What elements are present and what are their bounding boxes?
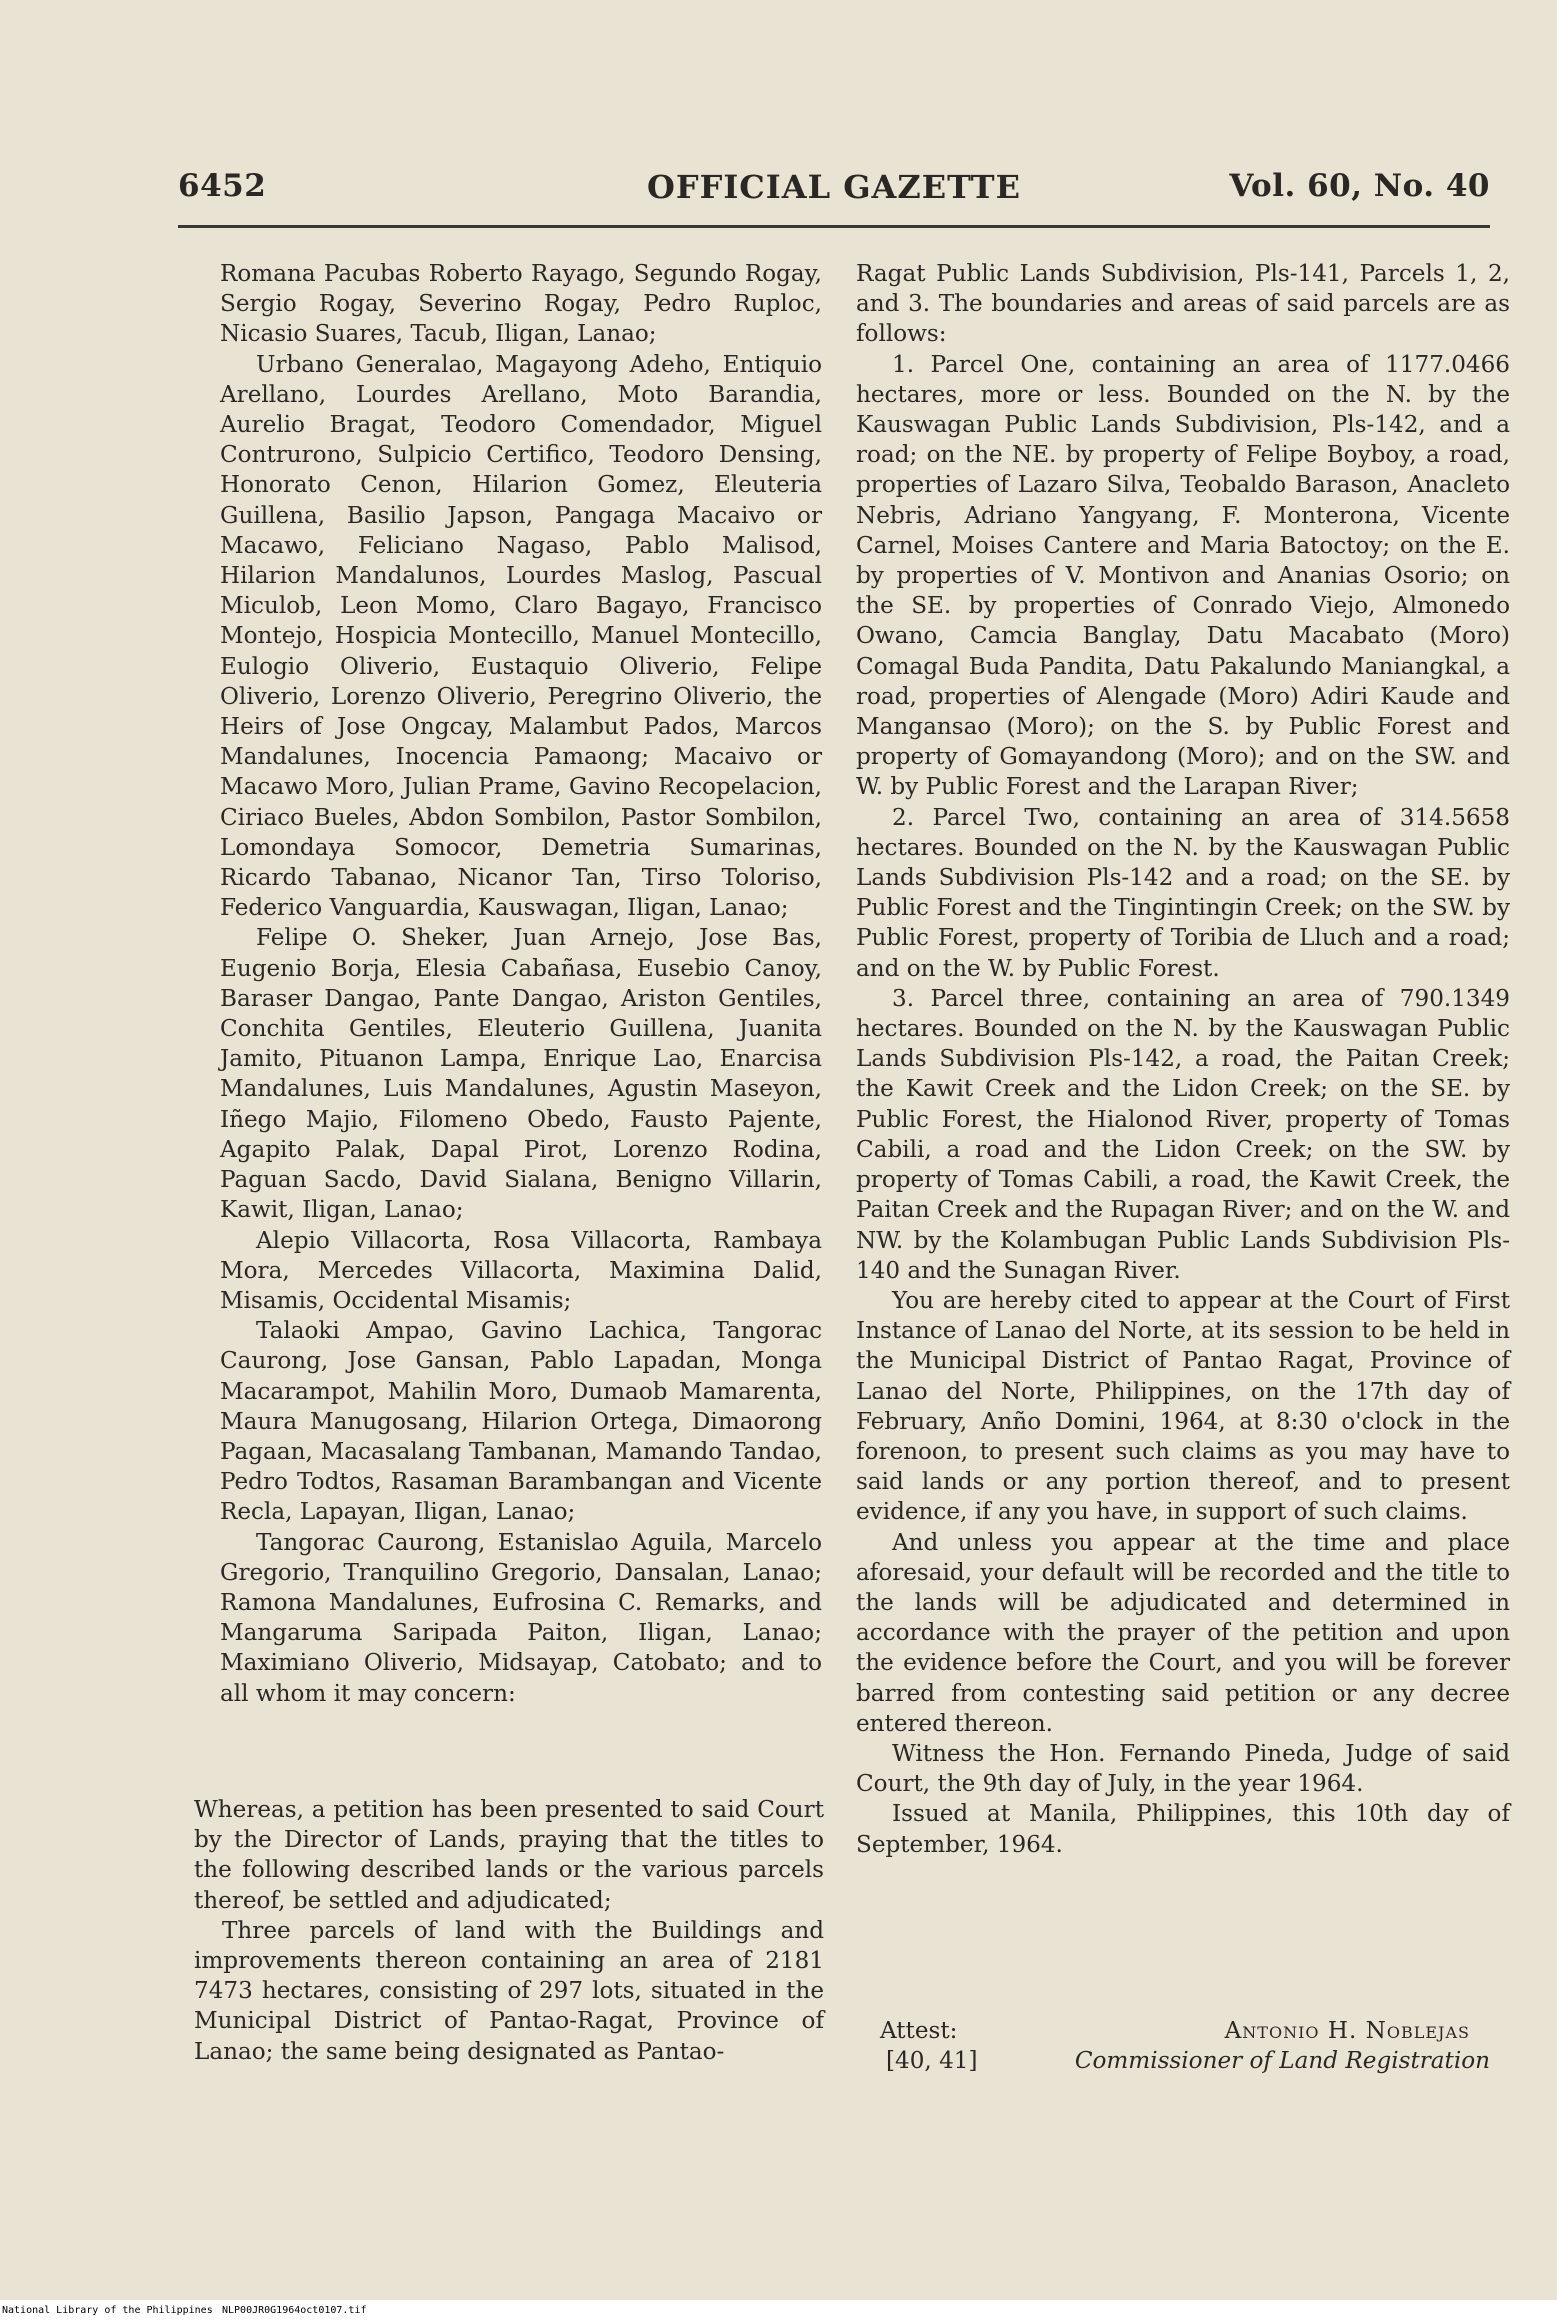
names-paragraph: Urbano Generalao, Magayong Adeho, Entiquio Arellano, Lourdes Arellano, Moto Barandia, Aurelio Bragat, Teodoro Comendador, Miguel Contrurono, Sulpicio Certifico, Teodoro Densing, Honorato Cenon, Hilarion Gomez, Eleuteria Guillena, Basilio Japson, Pangaga Macaivo or Macawo, Feliciano Nagaso, Pablo Malisod, Hilarion Mandalunos, Lourdes Maslog, Pascual Miculob, Leon Momo, Claro Bagayo, Francisco Montejo, Hospicia Montecillo, Manuel Montecillo, Eulogio Oliverio, Eustaquio Oliverio, Felipe Oliverio, Lorenzo Oliverio, Peregrino Oliverio, the Heirs of Jose Ongcay, Malambut Pados, Marcos Mandalunes, Inocencia Pamaong; Macaivo or Macawo Moro, Julian Prame, Gavino Recopelacion, Ciriaco Bueles, Abdon Sombilon, Pastor Sombilon, Lomondaya Somocor, Demetria Sumarinas, Ricardo Tabanao, Nicanor Tan, Tirso Toloriso, Federico Vanguardia, Kauswagan, Iligan, Lanao;: [220, 351, 822, 922]
scan-footer: [0, 2300, 1557, 2321]
names-paragraph: Romana Pacubas Roberto Rayago, Segundo Rogay, Sergio Rogay, Severino Rogay, Pedro Ruploc, Nicasio Suares, Tacub, Iligan, Lanao;: [220, 261, 822, 348]
parcel-one: 1. Parcel One, containing an area of 1177.0466 hectares, more or less. Bounded on the N. by the Kauswagan Public Lands Subdivision, Pls-142, and a road; on the NE. by property of Felipe Boyboy, a road, properties of Lazaro Silva, Teobaldo Barason, Anacleto Nebris, Adriano Yangyang, F. Monterona, Vicente Carnel, Moises Cantere and Maria Batoctoy; on the E. by properties of V. Montivon and Ananias Osorio; on the SE. by properties of Conrado Viejo, Almonedo Owano, Camcia Banglay, Datu Macabato (Moro) Comagal Buda Pandita, Datu Pakalundo Maniangkal, a road, properties of Alengade (Moro) Adiri Kaude and Mangansao (Moro); on the S. by Public Forest and property of Gomayandong (Moro); and on the SW. and W. by Public Forest and the Larapan River;: [856, 351, 1510, 801]
left-column-body: [194, 1795, 824, 2067]
default-paragraph: And unless you appear at the time and place aforesaid, your default will be recorded and the title to the lands will be adjudicated and determined in accordance with the prayer of the petition and upon the evidence before the Court, and you will be forever barred from contesting said petition or any decree entered thereon.: [856, 1529, 1510, 1737]
names-paragraph: Alepio Villacorta, Rosa Villacorta, Rambaya Mora, Mercedes Villacorta, Maximina Dalid, Misamis, Occidental Misamis;: [220, 1227, 822, 1314]
library-credit: National Library of the Philippines: [2, 2305, 213, 2316]
right-column: [856, 259, 1510, 1860]
signature-block: [880, 2016, 1490, 2076]
names-paragraph: Tangorac Caurong, Estanislao Aguila, Marcelo Gregorio, Tranquilino Gregorio, Dansalan, Lanao; Ramona Mandalunes, Eufrosina C. Remarks, and Mangaruma Saripada Paiton, Iligan, Lanao; Maximiano Oliverio, Midsayap, Catobato; and to all whom it may concern:: [220, 1529, 822, 1707]
names-paragraph: Talaoki Ampao, Gavino Lachica, Tangorac Caurong, Jose Gansan, Pablo Lapadan, Monga Macarampot, Mahilin Moro, Dumaob Mamarenta, Maura Manugosang, Hilarion Ortega, Dimaorong Pagaan, Macasalang Tambanan, Mamando Tandao, Pedro Todtos, Rasaman Barambangan and Vicente Recla, Lapayan, Iligan, Lanao;: [220, 1318, 822, 1526]
issued-paragraph: Issued at Manila, Philippines, this 10th day of September, 1964.: [856, 1801, 1510, 1858]
whereas-paragraph: Whereas, a petition has been presented to said Court by the Director of Lands, praying that the titles to the following described lands or the various parcels thereof, be settled and adjudicated;: [194, 1797, 824, 1914]
parcel-three: 3. Parcel three, containing an area of 790.1349 hectares. Bounded on the N. by the Kauswagan Public Lands Subdivision Pls-142, a road, the Paitan Creek; the Kawit Creek and the Lidon Creek; on the SE. by Public Forest, the Hialonod River, property of Tomas Cabili, a road and the Lidon Creek; on the SW. by property of Tomas Cabili, a road, the Kawit Creek, the Paitan Creek and the Rupagan River; and on the W. and NW. by the Kolambugan Public Lands Subdivision Pls-140 and the Sunagan River.: [856, 985, 1510, 1284]
citation-paragraph: You are hereby cited to appear at the Court of First Instance of Lanao del Norte, at its session to be held in the Municipal District of Pantao Ragat, Province of Lanao del Norte, Philippines, on the 17th day of February, Anño Domini, 1964, at 8:30 o'clock in the forenoon, to present such claims as you may have to said lands or any portion thereof, and to present evidence, if any you have, in support of such claims.: [856, 1287, 1510, 1526]
names-paragraph: Felipe O. Sheker, Juan Arnejo, Jose Bas, Eugenio Borja, Elesia Cabañasa, Eusebio Canoy, Baraser Dangao, Pante Dangao, Ariston Gentiles, Conchita Gentiles, Eleuterio Guillena, Juanita Jamito, Pituanon Lampa, Enrique Lao, Enarcisa Mandalunes, Luis Mandalunes, Agustin Maseyon, Iñego Majio, Filomeno Obedo, Fausto Pajente, Agapito Palak, Dapal Pirot, Lorenzo Rodina, Paguan Sacdo, David Sialana, Benigno Villarin, Kawit, Iligan, Lanao;: [220, 925, 822, 1224]
parcels-intro: Ragat Public Lands Subdivision, Pls-141, Parcels 1, 2, and 3. The boundaries and areas of said parcels are as follows:: [856, 261, 1510, 348]
signatory-position: Commissioner of Land Registration: [1074, 2048, 1490, 2074]
page-header: [178, 168, 1490, 212]
page-number: 6452: [178, 168, 267, 204]
header-rule: [178, 225, 1490, 228]
parcel-two: 2. Parcel Two, containing an area of 314.5658 hectares. Bounded on the N. by the Kauswagan Public Lands Subdivision Pls-142 and a road; on the SE. by Public Forest and the Tingintingin Creek; on the SW. by Public Forest, property of Toribia de Lluch and a road; and on the W. by Public Forest.: [856, 804, 1510, 982]
attest-label: Attest:: [880, 2018, 958, 2044]
left-column: [220, 259, 822, 1709]
scan-filename: NLP00JR0G1964oct0107.tif: [222, 2305, 367, 2316]
witness-paragraph: Witness the Hon. Fernando Pineda, Judge of said Court, the 9th day of July, in the year 1964.: [856, 1740, 1510, 1798]
signatory-name: Antonio H. Noblejas: [1224, 2018, 1470, 2044]
parcels-paragraph: Three parcels of land with the Buildings and improvements thereon containing an area of 2181 7473 hectares, consisting of 297 lots, situated in the Municipal District of Pantao-Ragat, Province of Lanao; the same being designated as Pantao-: [194, 1917, 824, 2065]
publication-title: OFFICIAL GAZETTE: [647, 168, 1021, 206]
issue-reference: [40, 41]: [886, 2048, 978, 2074]
volume-number: Vol. 60, No. 40: [1229, 168, 1490, 204]
